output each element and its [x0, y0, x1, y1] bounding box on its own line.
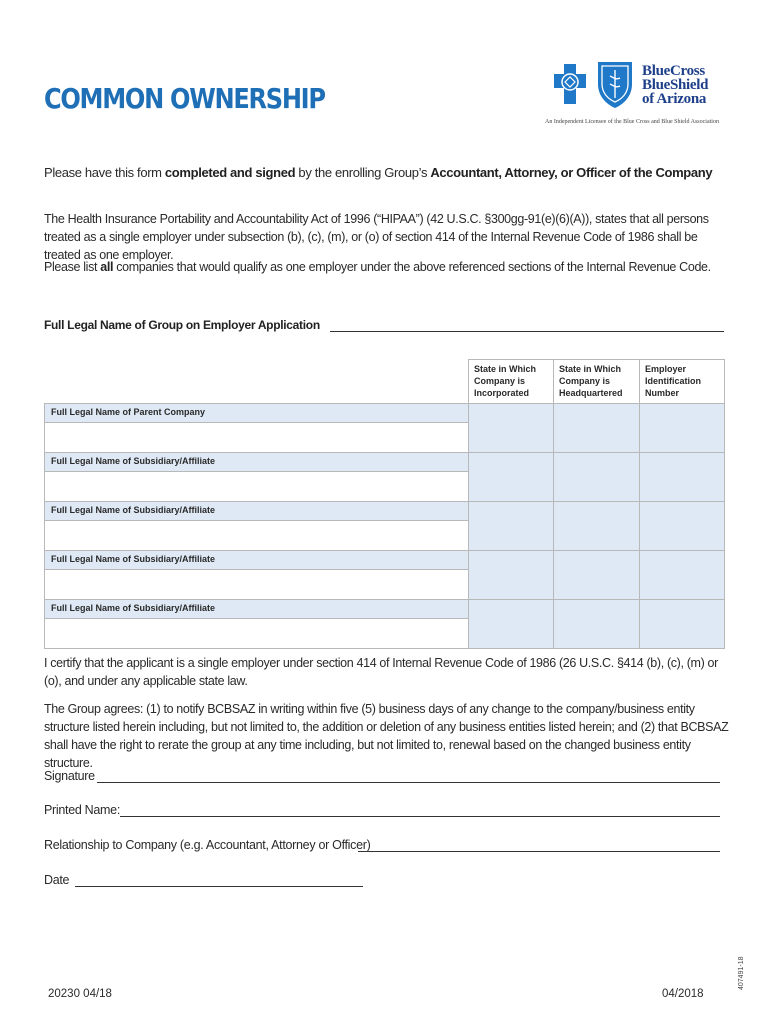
row-label-parent: Full Legal Name of Parent Company [45, 404, 469, 423]
cell-state-incorporated[interactable] [469, 502, 554, 551]
cell-ein[interactable] [640, 404, 725, 453]
please-list-text: Please list all companies that would qualify as one employer under the above referenced sections of the Internal Revenue Code. [44, 260, 711, 274]
logo-line-1: BlueCross [642, 63, 705, 79]
hipaa-paragraph: The Health Insurance Portability and Accountability Act of 1996 (“HIPAA”) (42 U.S.C. §300gg-91(e)(6)(A)), states that all persons treated as a single employer under subsection (b), (c), (m), or (o) of section 414 of the Internal Revenue Code of 1986 shall be treated as one employer. [44, 212, 709, 262]
cell-state-headquartered[interactable] [554, 453, 640, 502]
blank-header-cell [45, 360, 469, 404]
logo-line-2: BlueShield [642, 77, 709, 93]
cell-state-incorporated[interactable] [469, 551, 554, 600]
date-field[interactable] [75, 886, 363, 887]
signature-label: Signature [44, 769, 95, 783]
cell-state-incorporated[interactable] [469, 404, 554, 453]
printed-name-label: Printed Name: [44, 803, 120, 817]
cell-state-headquartered[interactable] [554, 404, 640, 453]
cell-company-name[interactable] [45, 521, 469, 551]
table-row [45, 453, 725, 472]
intro-text: Please have this form completed and signed by the enrolling Group’s Accountant, Attorney, or Officer of the Company [44, 165, 713, 180]
relationship-field[interactable] [358, 851, 720, 852]
header-state-headquartered: State in Which Company is Headquartered [554, 360, 640, 404]
relationship-label: Relationship to Company (e.g. Accountant, Attorney or Officer) [44, 838, 371, 852]
table-row [45, 600, 725, 619]
signature-field[interactable] [97, 782, 720, 783]
page-title: COMMON OWNERSHIP [44, 82, 325, 115]
group-name-field[interactable] [330, 331, 724, 332]
header-state-incorporated: State in Which Company is Incorporated [469, 360, 554, 404]
row-label-subsidiary: Full Legal Name of Subsidiary/Affiliate [45, 502, 469, 521]
cell-ein[interactable] [640, 453, 725, 502]
cell-state-headquartered[interactable] [554, 600, 640, 649]
cell-state-headquartered[interactable] [554, 551, 640, 600]
printed-name-field[interactable] [120, 816, 720, 817]
licensee-note: An Independent Licensee of the Blue Cross and Blue Shield Association [545, 119, 719, 125]
date-label: Date [44, 873, 70, 887]
bcbs-logo [552, 60, 742, 120]
form-number: 20230 04/18 [48, 988, 112, 1000]
document-code: 407491-18 [738, 956, 745, 990]
table-row [45, 502, 725, 521]
certify-paragraph: I certify that the applicant is a single employer under section 414 of Internal Revenue Code of 1986 (26 U.S.C. §414 (b), (c), (m) or (o), and under any applicable state law. [44, 656, 718, 688]
cell-ein[interactable] [640, 600, 725, 649]
cell-ein[interactable] [640, 551, 725, 600]
table-row [45, 404, 725, 423]
cell-state-incorporated[interactable] [469, 453, 554, 502]
cell-company-name[interactable] [45, 423, 469, 453]
group-name-label: Full Legal Name of Group on Employer Application [44, 318, 320, 332]
logo-line-3: of Arizona [642, 91, 707, 107]
row-label-subsidiary: Full Legal Name of Subsidiary/Affiliate [45, 453, 469, 472]
row-label-subsidiary: Full Legal Name of Subsidiary/Affiliate [45, 551, 469, 570]
header-ein: Employer Identification Number [640, 360, 725, 404]
cell-ein[interactable] [640, 502, 725, 551]
cell-company-name[interactable] [45, 619, 469, 649]
cell-state-incorporated[interactable] [469, 600, 554, 649]
cross-shield-icon [552, 60, 640, 112]
companies-table [44, 359, 725, 649]
row-label-subsidiary: Full Legal Name of Subsidiary/Affiliate [45, 600, 469, 619]
cell-company-name[interactable] [45, 472, 469, 502]
agreement-paragraph: The Group agrees: (1) to notify BCBSAZ in writing within five (5) business days of any change to the company/business entity structure listed herein including, but not limited to, the addition or deletion of any business entities listed herein; and (2) that BCBSAZ shall have the right to rerate the group at any time including, but not limited to, renewal based on the changed business entity structure. [44, 702, 729, 770]
cell-state-headquartered[interactable] [554, 502, 640, 551]
table-row [45, 551, 725, 570]
table-header-row [45, 360, 725, 404]
revision-date: 04/2018 [662, 988, 704, 1000]
cell-company-name[interactable] [45, 570, 469, 600]
